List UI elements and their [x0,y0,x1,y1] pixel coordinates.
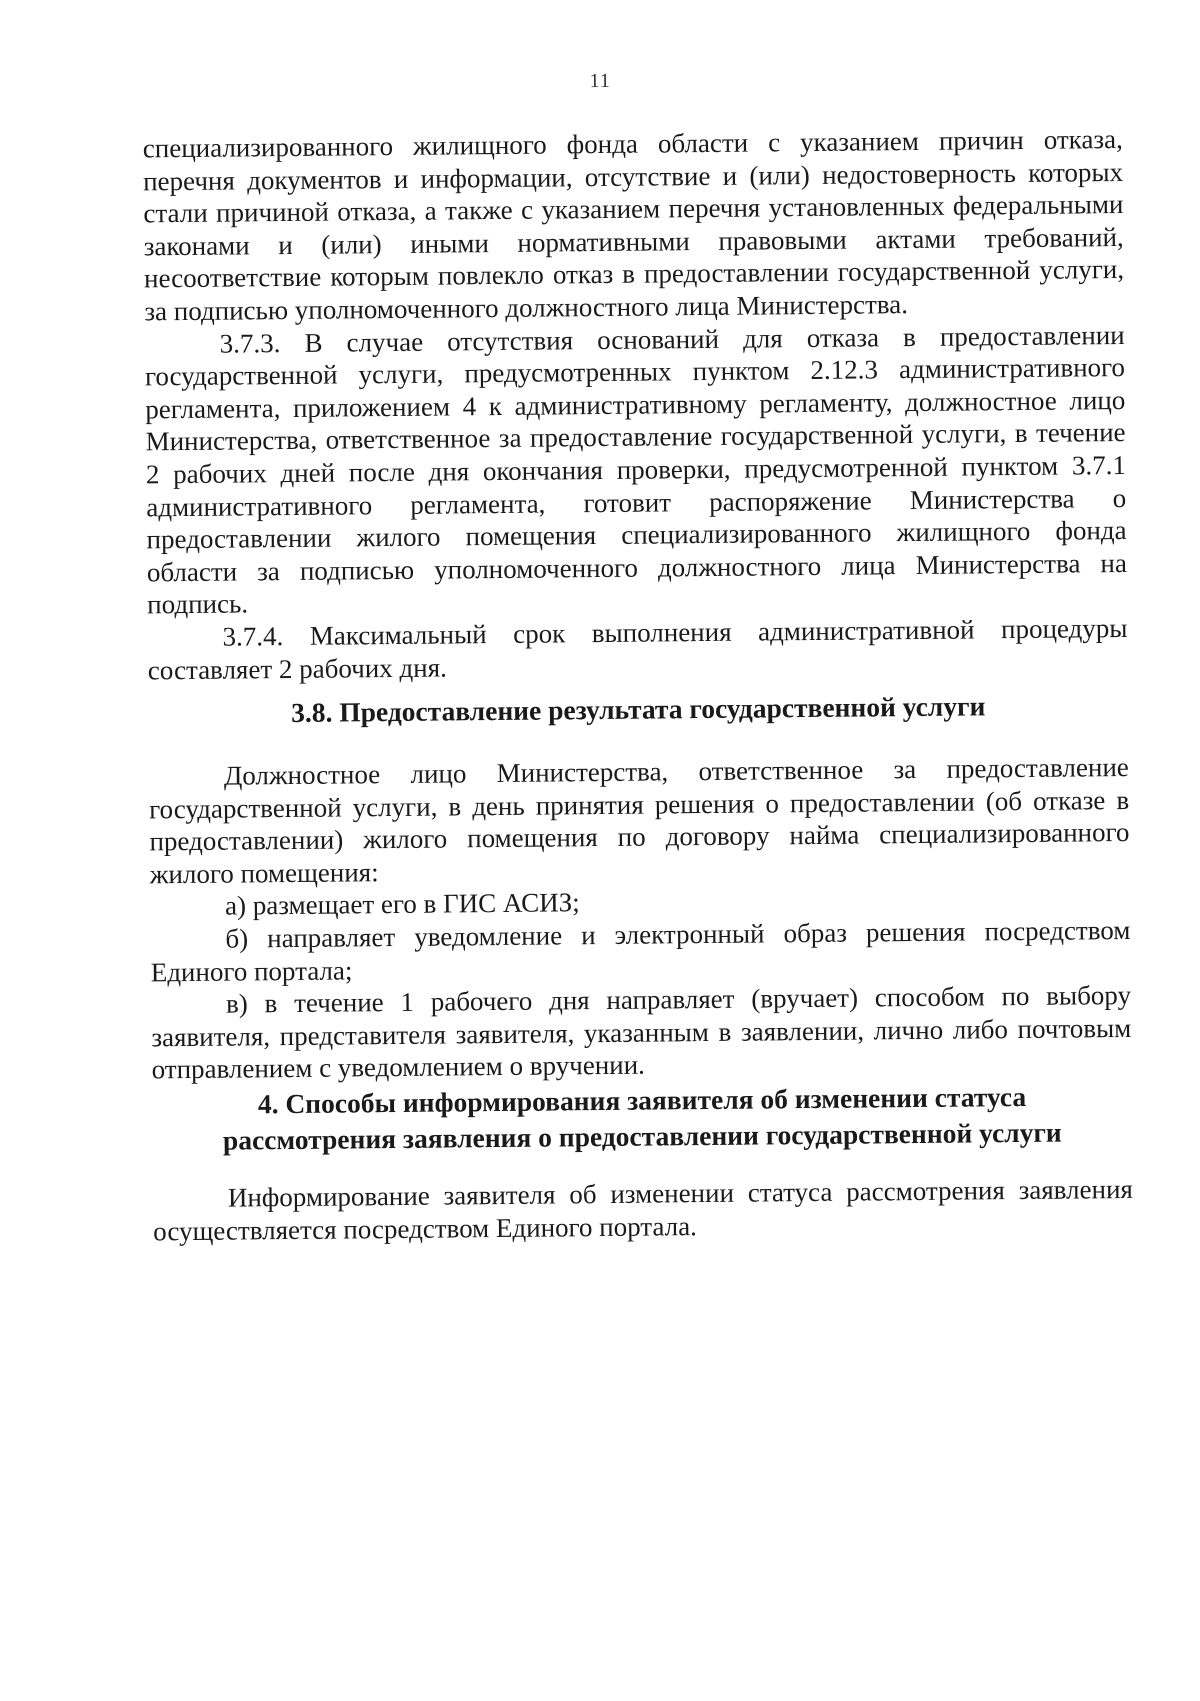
list-item-b: б) направляет уведомление и электронный образ решения посредством Единого портала; [150,914,1131,987]
section-4-heading-line2: рассмотрения заявления о предоставлении государственной услуги [222,1116,1062,1156]
paragraph-3-7-4: 3.7.4. Максимальный срок выполнения административной процедуры составляет 2 рабочих дня. [147,612,1128,685]
section-4-paragraph: Информирование заявителя об изменении статуса рассмотрения заявления осуществляется посредством Единого портала. [153,1173,1134,1246]
section-4-heading [152,1078,1133,1159]
section-3-8-text [149,751,1132,1086]
list-item-c: в) в течение 1 рабочего дня направляет (вручает) способом по выбору заявителя, представителя заявителя, указанным в заявлении, лично либо почтовым отправлением с уведомлением о вручении. [151,980,1132,1085]
page-number: 11 [589,69,611,93]
section-4-text [153,1173,1134,1248]
section-3-8-heading-text: 3.8. Предоставление результата государственной услуги [290,690,986,728]
list-item-a: а) размещает его в ГИС АСИЗ; [224,887,580,922]
section-3-8-intro: Должностное лицо Министерства, ответственное за предоставление государственной услуги, в день принятия решения о предоставлении (об отказе в предоставлении) жилого помещения по договору найма специализированного жилого помещения: [149,751,1130,890]
paragraph-3-7-3: 3.7.3. В случае отсутствия оснований для отказа в предоставлении государственной услуги, предусмотренных пунктом 2.12.3 административного регламента, приложением 4 к административному регламенту, должностное лицо Министерства, ответственное за предоставление государственной услуги, в течение 2 рабочих дней после дня окончания проверки, предусмотренной пунктом 3.7.1 административного регламента, готовит распоряжение Министерства о предоставлении жилого помещения специализированного жилищного фонда области за подписью уполномоченного должностного лица Министерства на подпись. [144,319,1127,620]
section-3-8-heading [148,687,1128,732]
paragraph-continuation: специализированного жилищного фонда области с указанием причин отказа, перечня документов и информации, отсутствие и (или) недостоверность которых стали причиной отказа, а также с указанием перечня установленных федеральными законами и (или) иными нормативными правовыми актами требований, несоответствие которым повлекло отказ в предоставлении государственной услуги, за подписью уполномоченного должностного лица Министерства. [142,123,1125,327]
section-4-heading-line1: 4. Способы информирования заявителя об изменении статуса [257,1080,1027,1120]
section-3-7-text [143,123,1128,686]
